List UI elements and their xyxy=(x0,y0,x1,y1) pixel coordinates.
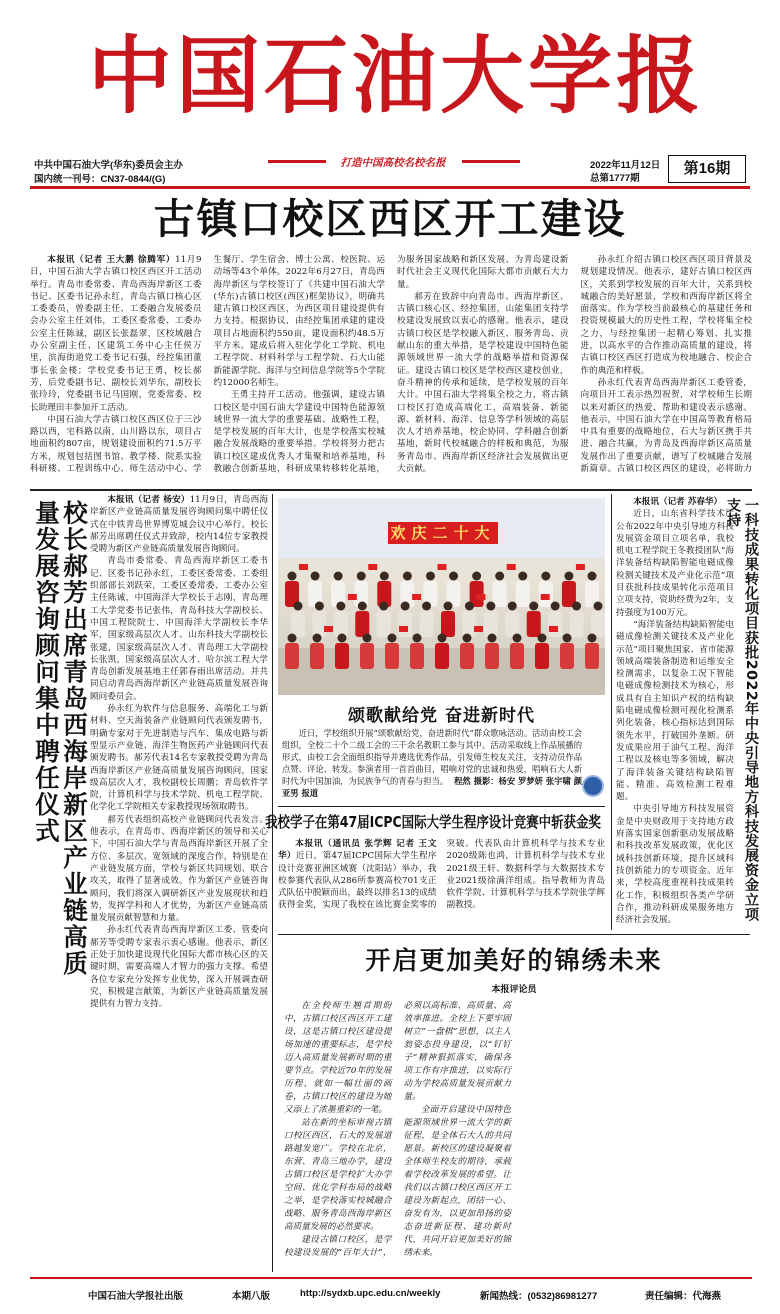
right-article: 本报讯（记者 苏春华） 近日，山东省科学技术厅公布2022年中央引导地方科技发展资金项目立项名单，我校机电工程学院王冬教授团队“海洋装备结构缺陷智能电磁成像检测关键技术及产业化示范”项目获批科技成果转化示范项目立项支持，资助经费为2年，支持强度为100万元。 “海洋装备结构缺陷智能电磁成像检测关键技术及产业化示范”项目聚焦国家、省市能源领域高端装备制造和运维安全检测需求，以复杂工况下智能电磁成像检测技术为核心，形成具有自主知识产权的结构缺陷电磁成像检测可视化检测系列化装备，核心指标达到国际领先水平，打破国外垄断。研发成果应用于油气工程、海洋工程以及核电等多领域，解决了海洋装备关键结构缺陷智能、精准、高效检测工程难题。 中央引导地方科技发展资金是中央财政用于支持地方政府落实国家创新驱动发展战略和科技改革发展政策，优化区域科技创新环境，提升区域科技创新能力的专项资金。近年来，学校高度重视科技成果转化工作，积极组织各类产学研合作，推动科研成果服务地方经济社会发展。 xyxy=(616,497,734,926)
caption-title: 颂歌献给党 奋进新时代 xyxy=(348,706,535,726)
commentary-article: 在全校师生翘首期盼中，古镇口校区西区开工建设，这是古镇口校区建设提场加速的重要标志，是学校迈入高质量发展新时期的重要节点。学校近70年的发展历程，就如一幅壮丽的画卷，古镇口校区的建设为她又添上了浓墨重彩的一笔。 站在新的坐标审视古镇口校区西区，石大的发展道路越发宽广。学校在北京，东营、青岛三地办学，建设古镇口校区是学校扩大办学空间、优化学科布局的战略之举，是学校落实校城融合战略、服务青岛西海岸新区高质量发展的必然要求。 建设古镇口校区，是学校建设发展的“百年大计”，必须以高标准、高质量、高效率推进。全校上下要牢固树立“一盘棋”思想，以主人翁姿态投身建设，以“钉钉子”精神狠抓落实，确保各项工作有序推进，以实际行动为学校高质量发展贡献力量。 全面开启建设中国特色能源领域世界一流大学的新征程，是全体石大人的共同愿景。新校区的建设凝聚着全体师生校友的期待，承载着学校改革发展的希望。让我们以古镇口校区西区开工建设为新起点，团结一心、奋发有为，以更加昂扬的姿态奋进新征程、建功新时代，共同开启更加美好的锦绣未来。 xyxy=(284,1001,511,1258)
lead-byline: 本报讯（记者 王大鹏 徐腾军） xyxy=(47,255,176,265)
left-divider xyxy=(272,494,273,1272)
lead-divider xyxy=(30,489,752,491)
footer-rule xyxy=(30,1277,752,1279)
footer-publisher: 中国石油大学报社出版 xyxy=(88,1291,184,1302)
footer-pages: 本期八版 xyxy=(232,1291,271,1302)
slogan: 打造中国高校名校名报 xyxy=(340,157,446,169)
sponsor: 中共中国石油大学(华东)委员会主办 xyxy=(34,160,183,171)
commentary-headline: 开启更加美好的锦绣未来 xyxy=(365,946,663,975)
issue-number: 第16期 xyxy=(683,160,731,177)
contest-article: 本报讯（通讯员 张学辉 记者 王文华）近日，第47届ICPC国际大学生程序设计竞赛亚洲区域赛（沈阳站）举办，我校参赛代表队从286所参赛高校701支正式队伍中脱颖而出，最终以排名13的成绩获得金奖，实现了我校在该比赛金奖零的突破。代表队由计算机科学与技术专业2020级陈也鸿，计算机科学与技术专业2021级王轩、数据科学与大数据技术专业2021级徐满洋组成。指导教师为青岛软件学院、计算机科学与技术学院张学辉副教授。 xyxy=(278,839,605,911)
banner: 欢庆二十大 xyxy=(388,522,498,544)
contest-byline: 本报讯（通讯员 张学辉 记者 王文华） xyxy=(278,839,437,862)
issue-date: 2022年11月12日 xyxy=(590,160,661,171)
issue-number-box xyxy=(668,155,746,183)
left-headline: 校长郝芳出席青岛西海岸新区产业链高质量发展咨询顾问集中聘任仪式 xyxy=(32,500,89,977)
commentary-byline: 本报评论员 xyxy=(491,985,537,995)
total-issue: 总第1777期 xyxy=(590,173,640,184)
slogan-bar xyxy=(268,155,520,168)
right-byline: 本报讯（记者 苏春华） xyxy=(633,497,723,507)
lead-headline: 古镇口校区西区开工建设 xyxy=(153,195,627,243)
footer-hotline: 新闻热线：(0532)86981277 xyxy=(480,1291,598,1302)
left-article: 本报讯（记者 杨安）11月9日，青岛西海岸新区产业链高质量发展咨询顾问集中聘任仪式在中铁青岛世界博览城会议中心举行。校长郝芳出席聘任仪式并致辞，校内14位专家教授受聘为新区产业链高质量发展咨询顾问。 青岛市委常委、青岛西海岸新区工委书记、区委书记孙永红，工委区委常委、工委组织部部长刘跃荣，工委区委常委、工委办公室主任陈诚，中国海洋大学校长于志刚，青岛理工大学党委书记张伟，青岛科技大学副校长、中国工程院院士、中国海洋大学副校长李华军，国家级高层次人才、山东科技大学副校长张建，国家级高层次人才、青岛理工大学副校长张凯，国家级高层次人才、哈尔滨工程大学青岛创新发展基地主任郭春雨出席活动。并共同启动青岛西海岸新区产业链高质量发展咨询顾问委员会。 孙永红为软件与信息服务、高端化工与新材料、空天海装备产业链顾问代表颁发聘书，明确专家对于先进制造与汽车、集成电路与新型显示产业链、海洋生物医药产业链顾问代表颁发聘书。郝芳代表14名专家教授受聘为青岛西海岸新区产业链高质量发展咨询顾问，国家级高层次人才，我校副校长周鹏；青岛软件学院，计算机科学与技术学院、机电工程学院、化学化工学院相关专家教授现场领取聘书。 郝芳代表组织高校产业链顾问代表发言。他表示，在青岛市、西海岸新区的领导和关心下，中国石油大学与青岛西海岸新区开展了全方位、多层次、宽领域的深度合作，特别是在产业链发展方面，学校与新区共同规划、联合攻关，取得了显著成效。作为新区产业链咨询顾问，我们将深入调研新区产业发展现状和趋势，发挥学科和人才优势，为新区产业链高质量发展贡献智慧和力量。 孙永红代表青岛西海岸新区工委、管委向郝芳等受聘专家表示衷心感谢。他表示，新区正处于加快建设现代化国际大都市核心区的关键时期，需要高端人才智力的强力支撑。希望各位专家充分发挥专业优势，深入开展调查研究，积极建言献策，为新区产业链高质量发展提供有力智力支持。 xyxy=(90,495,268,1010)
footer-url[interactable]: http://sydxb.upc.edu.cn/weekly xyxy=(300,1288,441,1299)
caption-credit: 程然 摄影：杨安 罗梦妍 张宇啸 颜亚男 报道 xyxy=(282,776,582,798)
contest-headline: 我校学子在第47届ICPC国际大学生程序设计竞赛中斩获金奖 xyxy=(265,815,601,832)
left-byline: 本报讯（记者 杨安） xyxy=(107,495,190,505)
masthead-title: 中国石油大学报 xyxy=(88,26,705,125)
commentary-rule xyxy=(278,934,750,935)
footer-editor: 责任编辑：代海燕 xyxy=(645,1291,722,1302)
lead-article: 本报讯（记者 王大鹏 徐腾军）11月9日，中国石油大学古镇口校区西区开工活动举行。青岛市委常委、青岛西海岸新区工委书记、区委书记孙永红，青岛古镇口核心区工委委员，曾委副主任、工委融合发展委员会办公室主任刘伟，工委区委常委、工委办公室主任陈诚，副区长张磊翠，区校域融合办公室副主任、区建筑工务中心主任侯万里，滨海街道党工委书记石强，经控集团董事长张金楼；学校党委书记王勇，校长郝芳，后党委副书记、副校长刘华东，副校长张玲玲，党委副书记马国刚，党委常委、校长助理田丰参加开工活动。 中国石油大学古镇口校区西区位于三沙路以西，宅科路以南，山川路以东，项目占地面积约807亩，规划建设面积约71.5万平方米，规划包括图书馆、教学楼、院系实验科研楼、工程训练中心、师生活动中心、学生餐厅、学生宿舍、博士公寓、校医院、运动场等43个单体。2022年6月27日，青岛西海岸新区与学校签订了《共建中国石油大学(华东)古镇口校区(西区)框架协议》，明确共建古镇口校区西区，为西区项目建设提供有力支持。根据协议，由经控集团承建的建设项目占地面积约550亩，建设面积约48.5万平方米。建成后将入驻化学化工学院、机电工程学院、材料科学与工程学院、石大山能新能源学院、海洋与空间信息学院等5个学院约12000名师生。 王勇主持开工活动。他强调，建设古镇口校区是中国石油大学建设中国特色能源领域世界一流大学的重要基础、战略性工程，是学校发展的百年大计，也是学校落实校城融合发展战略的重要举措。学校将努力把古镇口校区建成优秀人才集聚和培养基地，科教融合创新基地，科研成果转移转化基地，为服务国家战略和新区发展、为青岛建设新时代社会主义现代化国际大都市贡献石大力量。 郝芳在致辞中向青岛市、西海岸新区、古镇口核心区、经控集团，山能集团支持学校建设发展致以衷心的感谢。他表示，建设古镇口校区是学校融入新区、服务青岛、贡献山东的重大举措，是学校建设中国特色能源领域世界一流大学的战略举措和资源保证。建设古镇口校区是学校西区建校创业，奋斗精神的传承和延续，是学校发展的百年大计。中国石油大学将集全校之力，将古镇口校区打造成高端化工，高端装备、新能源、新材料、海洋、信息等学科领域的高层次人才培养基地，校企协同、学科融合创新基地，新时代校城融合的样板和典范，为服务青岛市、西海岸新区经济社会发展做出更大贡献。 孙永红介绍古镇口校区西区项目背景及规划建设情况。他表示，建好古镇口校区西区，关系到学校发展的百年大计，关系到校城融合的美好愿景，学校和西海岸新区将全面落实。作为学校当前最核心的基建任务和投资规模最大的历史性工程，学校将集全校之力，与经控集团一起精心筹划、扎实推进，以高水平的合作推动高质量的建设，将古镇口校区西区打造成为校地融合、校企合作的典范和样板。 孙永红代表青岛西海岸新区工委管委，向项目开工表示热烈祝贺，对学校师生长期以来对新区的热爱、帮助和建设表示感谢。他表示，中国石油大学在中国高等教育格局中具有重要的战略地位，石大与新区携手共进、融合共赢，为青岛及西海岸新区高质量发展作出了重要贡献，谱写了校城融合发展新篇章。古镇口校区西区的建设，必将助力 xyxy=(30,255,752,475)
caption-text: 近日，学校组织开展“颂歌献给党，奋进新时代”群众歌咏活动。活动由校工会组织，全校二十个二级工会的三千余名教职工参与其中。活动采取线上作品展播的形式，由校工会全面组织指导并遴选优秀作品，引发师生校友关注，支持动员作品点赞、评论、转发。参演者用一首首曲目，唱响对党的忠诚和热爱，唱响石大人新时代为中国加油，为民族争气的青春与担当。 程然 摄影：杨安 罗梦妍 张宇啸 颜亚男 报道 xyxy=(282,728,582,798)
right-headline: 一科技成果转化项目获批2022年中央引导地方科技发展资金立项支持 xyxy=(725,498,759,922)
cn-number: 国内统一刊号：CN37-0844/(G) xyxy=(34,174,166,185)
caption-emblem xyxy=(582,775,604,797)
photo xyxy=(278,498,605,695)
masthead-rule xyxy=(30,186,750,189)
contest-top-rule xyxy=(278,806,605,807)
right-divider xyxy=(611,494,612,930)
